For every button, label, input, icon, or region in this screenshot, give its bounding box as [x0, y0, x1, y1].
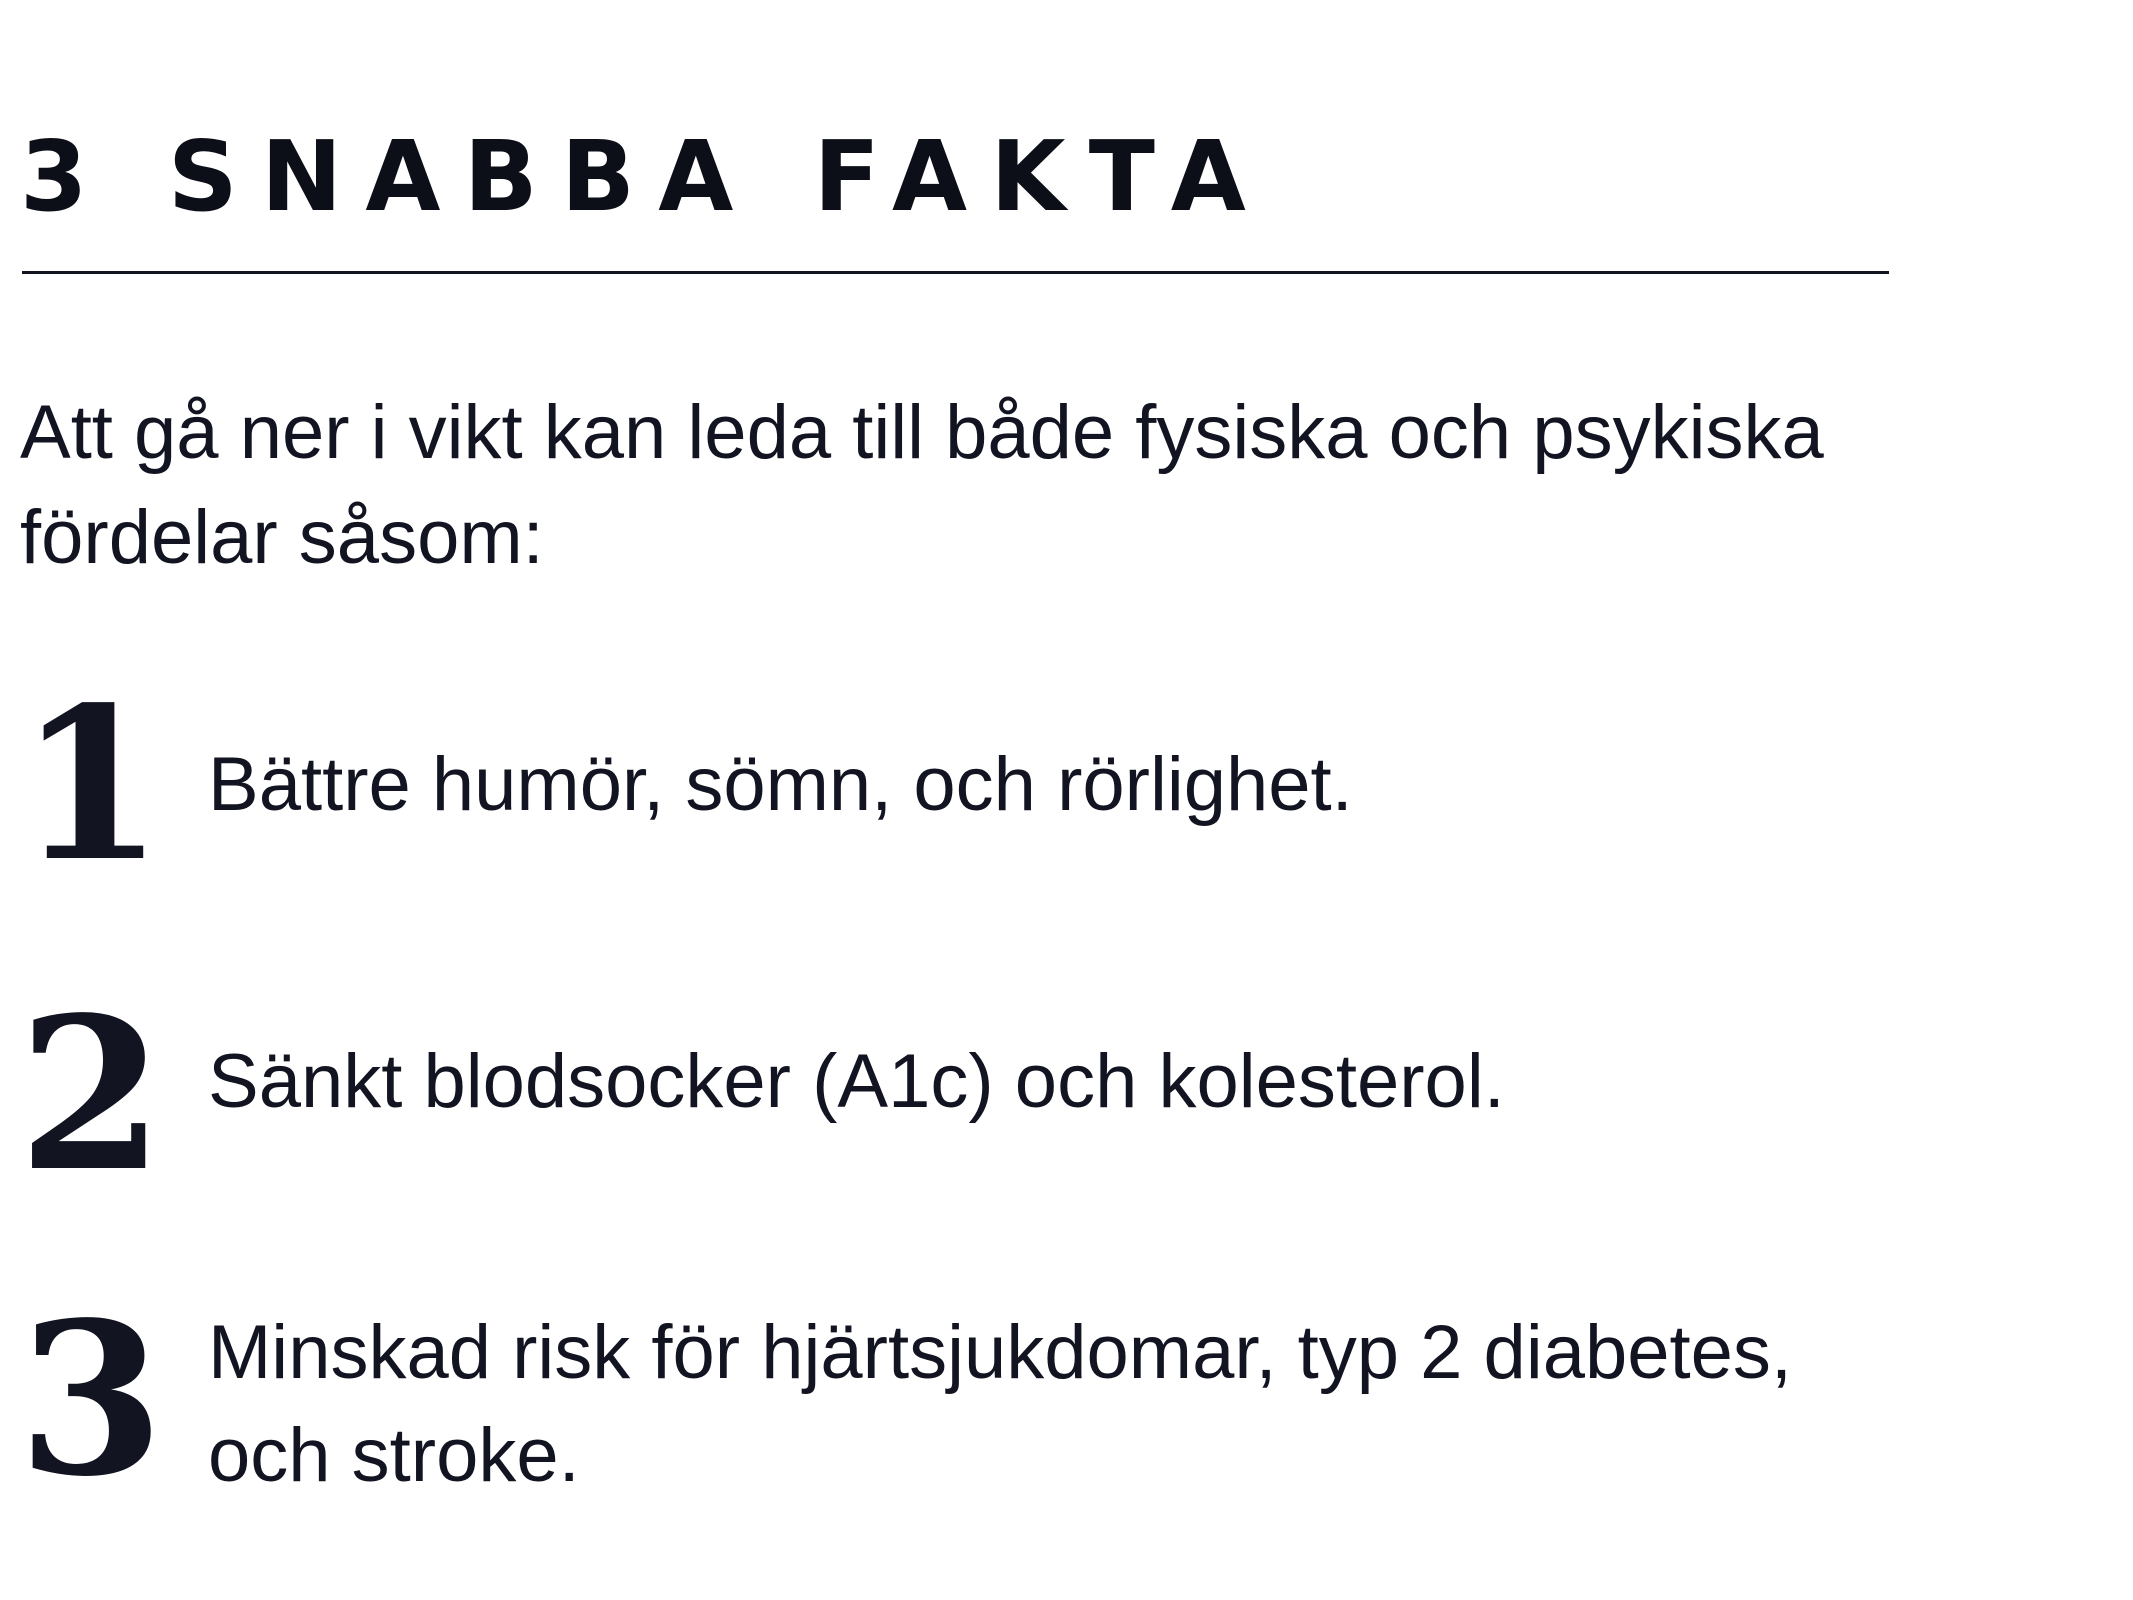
fact-text-line: Bättre humör, sömn, och rörlighet.: [208, 742, 1353, 827]
title-divider: [22, 271, 1889, 274]
fact-text: [208, 1301, 2008, 1507]
fact-number: 1: [18, 661, 165, 908]
intro-line: fördelar såsom:: [20, 495, 544, 580]
fact-number: 2: [18, 971, 165, 1218]
fact-text-line: och stroke.: [208, 1413, 580, 1498]
fact-text-line: Sänkt blodsocker (A1c) och kolesterol.: [208, 1039, 1505, 1124]
fact-number: 3: [18, 1276, 165, 1523]
intro-paragraph: [20, 380, 2000, 590]
fact-text: [208, 733, 2008, 836]
fact-text-line: Minskad risk för hjärtsjukdomar, typ 2 diabetes,: [208, 1310, 1793, 1395]
fact-text: [208, 1030, 2008, 1133]
page-title: 3 SNABBA FAKTA: [20, 120, 1270, 233]
intro-line: Att gå ner i vikt kan leda till både fysiska och psykiska: [20, 390, 1824, 475]
